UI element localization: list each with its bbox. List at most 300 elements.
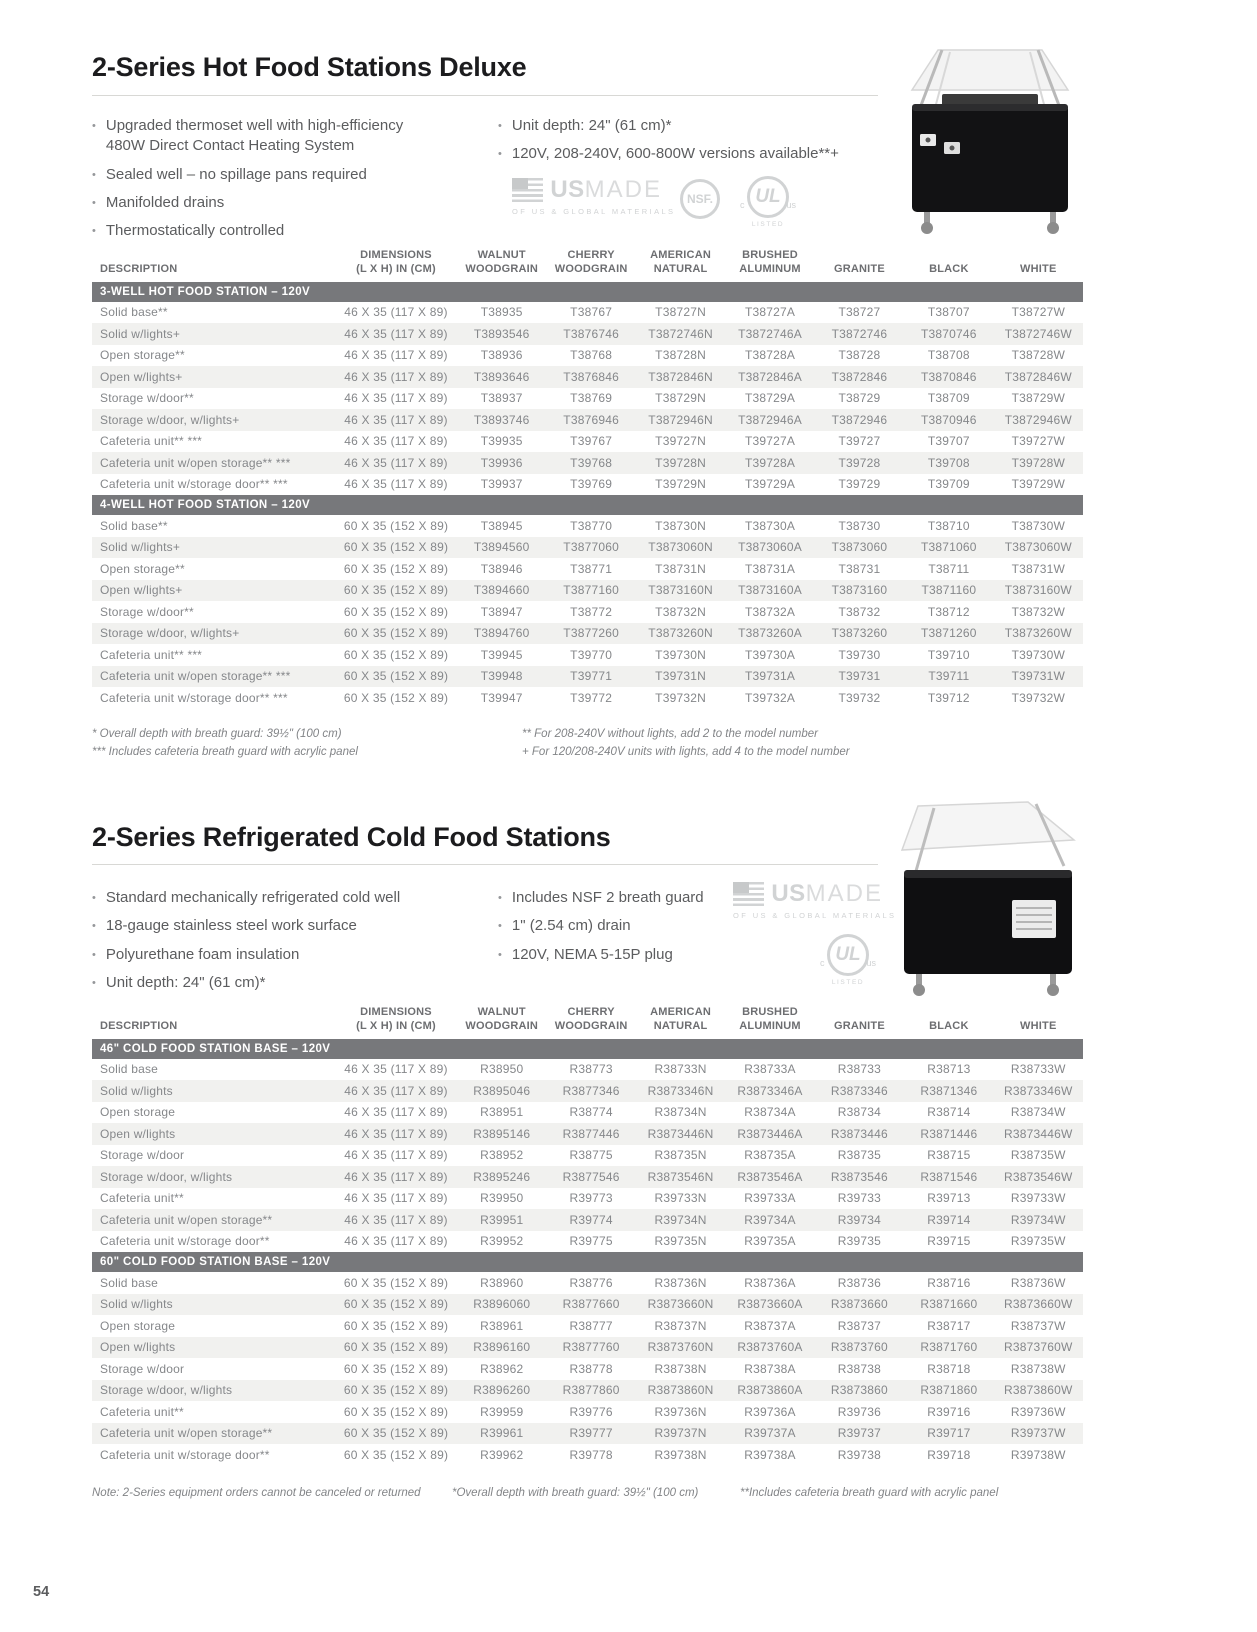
us-flag-icon (512, 178, 543, 203)
model-number: R38961 (480, 1318, 524, 1333)
model-number: R39776 (569, 1404, 613, 1419)
model-number: R3871446 (920, 1126, 978, 1141)
table-row (92, 431, 1083, 453)
model-number: R38736W (1010, 1275, 1066, 1290)
table-row (92, 537, 1083, 559)
ul-listed-logo (738, 176, 798, 228)
model-number: R3895246 (473, 1169, 531, 1184)
table-row (92, 1123, 1083, 1145)
model-number: R3896060 (473, 1297, 531, 1312)
model-number: T3871160 (921, 583, 977, 598)
section2-divider (92, 864, 878, 865)
model-number: T39935 (480, 434, 523, 449)
model-number: T3872946A (738, 412, 802, 427)
row-dimensions: 60 X 35 (152 X 89) (343, 1426, 449, 1441)
model-number: T39767 (570, 434, 613, 449)
model-number: T3873060 (831, 540, 888, 555)
model-number: R39961 (480, 1426, 524, 1441)
model-number: R38714 (927, 1105, 971, 1120)
column-header: GRANITE (833, 1020, 885, 1033)
model-number: R39733N (654, 1191, 707, 1206)
model-number: T39731W (1011, 669, 1065, 684)
model-number: T39769 (570, 477, 613, 492)
column-header: DESCRIPTION (100, 263, 178, 276)
model-number: R38737A (744, 1318, 796, 1333)
model-number: T38730A (744, 518, 796, 533)
model-number: R38735N (654, 1148, 707, 1163)
section1-logos (512, 176, 798, 228)
bullet-text: 120V, NEMA 5-15P plug (511, 945, 673, 963)
model-number: T38708 (927, 348, 970, 363)
column-header: CHERRY WOODGRAIN (554, 1006, 628, 1033)
model-number: R38960 (480, 1275, 524, 1290)
bullet-text: Standard mechanically refrigerated cold well (105, 889, 401, 906)
model-number: R3871346 (920, 1083, 978, 1098)
row-dimensions: 46 X 35 (117 X 89) (344, 1105, 448, 1120)
model-number: T38945 (480, 518, 523, 533)
model-number: T39948 (480, 669, 523, 684)
ul-circle-icon: UL (747, 176, 789, 218)
row-dimensions: 60 X 35 (152 X 89) (343, 1361, 449, 1376)
table-row (92, 1145, 1083, 1167)
row-dimensions: 60 X 35 (152 X 89) (343, 604, 449, 619)
table-row (92, 1166, 1083, 1188)
row-description: Storage w/door** (100, 391, 194, 406)
row-description: Open w/lights (100, 1340, 176, 1355)
model-number: T39727 (838, 434, 881, 449)
model-number: T38732 (838, 604, 881, 619)
model-number: T38769 (570, 391, 613, 406)
model-number: R3895146 (473, 1126, 531, 1141)
row-dimensions: 60 X 35 (152 X 89) (343, 1340, 449, 1355)
model-number: R3873760 (830, 1340, 888, 1355)
bullet-text: Upgraded thermoset well with high-efficiency 480W Direct Contact Heating System (105, 117, 404, 155)
bullet-item (498, 945, 738, 965)
model-number: R3873660 (830, 1297, 888, 1312)
model-number: R38736A (744, 1275, 796, 1290)
model-number: R3877660 (562, 1297, 620, 1312)
column-header: WALNUT WOODGRAIN (465, 249, 539, 276)
model-number: R3873546W (1004, 1169, 1073, 1184)
model-number: T38732W (1011, 604, 1065, 619)
model-number: R38718 (927, 1361, 971, 1376)
model-number: T38729W (1011, 391, 1065, 406)
table-row (92, 1080, 1083, 1102)
ul-circle-icon: UL (827, 934, 869, 976)
row-dimensions: 60 X 35 (152 X 89) (343, 1447, 449, 1462)
bullet-item (92, 916, 462, 936)
model-number: R3871660 (920, 1297, 978, 1312)
model-number: T3872946W (1004, 412, 1072, 427)
row-description: Solid base (100, 1062, 159, 1077)
row-description: Cafeteria unit w/open storage** *** (100, 669, 291, 684)
usmade-light-text: MADE (584, 176, 662, 203)
model-number: R39773 (569, 1191, 613, 1206)
row-dimensions: 46 X 35 (117 X 89) (344, 412, 448, 427)
model-number: R39714 (927, 1212, 971, 1227)
model-number: R38735A (744, 1148, 796, 1163)
model-number: R38738 (837, 1361, 882, 1376)
column-header: BLACK (929, 1020, 969, 1033)
model-number: R3873346W (1004, 1083, 1073, 1098)
cold-food-station-illustration (878, 800, 1092, 1000)
model-number: T39732N (655, 690, 706, 705)
row-dimensions: 46 X 35 (117 X 89) (344, 1148, 448, 1163)
row-dimensions: 60 X 35 (152 X 89) (343, 669, 449, 684)
model-number: T3872846W (1004, 369, 1072, 384)
model-number: T3873260 (831, 626, 888, 641)
row-dimensions: 46 X 35 (117 X 89) (344, 434, 448, 449)
model-number: R3873346A (737, 1083, 803, 1098)
model-number: T3873160A (738, 583, 802, 598)
table-row (92, 1444, 1083, 1466)
model-number: R38777 (569, 1318, 613, 1333)
row-dimensions: 60 X 35 (152 X 89) (343, 1318, 449, 1333)
table-row (92, 1294, 1083, 1316)
model-number: R39737A (744, 1426, 796, 1441)
row-dimensions: 60 X 35 (152 X 89) (343, 518, 449, 533)
model-number: T39727W (1011, 434, 1065, 449)
hot-food-station-image (890, 38, 1090, 243)
model-number: R3877546 (562, 1169, 620, 1184)
row-dimensions: 46 X 35 (117 X 89) (344, 1062, 448, 1077)
model-number: T3873260N (648, 626, 713, 641)
model-number: R39735N (654, 1234, 707, 1249)
model-number: R38950 (480, 1062, 524, 1077)
model-number: R3877860 (562, 1383, 620, 1398)
bullet-dot-icon: • (92, 920, 96, 933)
table-row (92, 601, 1083, 623)
section2-bullets-right (498, 888, 738, 973)
model-number: R3877760 (562, 1340, 620, 1355)
model-number: R38733 (837, 1062, 882, 1077)
bullet-text: Unit depth: 24" (61 cm)* (511, 117, 672, 134)
model-number: R38778 (569, 1361, 613, 1376)
model-number: R38734A (744, 1105, 796, 1120)
column-header: DIMENSIONS (L X H) IN (CM) (356, 249, 436, 276)
section1-bullets-right (498, 116, 888, 173)
model-number: R39962 (480, 1447, 524, 1462)
model-number: T3893646 (473, 369, 530, 384)
row-dimensions: 60 X 35 (152 X 89) (343, 1275, 449, 1290)
table-header-row (92, 1005, 1083, 1039)
table-row (92, 388, 1083, 410)
table-row (92, 580, 1083, 602)
model-number: T3872746N (648, 326, 713, 341)
model-number: T3873060W (1004, 540, 1072, 555)
model-number: T39771 (570, 669, 613, 684)
model-number: R38951 (480, 1105, 524, 1120)
model-number: T38731W (1011, 561, 1065, 576)
bullet-item (498, 116, 888, 136)
model-number: R38735W (1010, 1148, 1066, 1163)
model-number: T38772 (570, 604, 613, 619)
model-number: T3873160N (648, 583, 713, 598)
row-description: Solid w/lights (100, 1083, 173, 1098)
row-description: Cafeteria unit** *** (100, 434, 203, 449)
column-header: BRUSHED ALUMINUM (739, 1006, 801, 1033)
row-description: Open storage (100, 1105, 176, 1120)
model-number: R38952 (480, 1148, 524, 1163)
row-description: Cafeteria unit** (100, 1404, 184, 1419)
model-number: R39738A (744, 1447, 796, 1462)
table-row (92, 1102, 1083, 1124)
row-description: Storage w/door, w/lights+ (100, 626, 240, 641)
bullet-dot-icon: • (498, 920, 502, 933)
model-number: R3873660N (647, 1297, 714, 1312)
model-number: R39736 (837, 1404, 882, 1419)
table-row (92, 323, 1083, 345)
model-number: T39729 (838, 477, 881, 492)
row-dimensions: 46 X 35 (117 X 89) (344, 455, 448, 470)
model-number: T3894760 (473, 626, 530, 641)
model-number: T38728N (655, 348, 706, 363)
model-number: R39774 (569, 1212, 613, 1227)
bullet-text: Includes NSF 2 breath guard (511, 889, 704, 906)
table-group-header: 60" COLD FOOD STATION BASE – 120V (92, 1252, 1083, 1272)
table-row (92, 1337, 1083, 1359)
bullet-item (498, 888, 738, 908)
table-row (92, 1059, 1083, 1081)
model-number: T39772 (570, 690, 613, 705)
model-number: T38727N (655, 305, 706, 320)
bullet-dot-icon: • (498, 948, 502, 961)
model-number: R38736N (654, 1275, 707, 1290)
row-dimensions: 46 X 35 (117 X 89) (344, 1169, 448, 1184)
section2-usmade-logo (733, 880, 897, 920)
model-number: T38710 (927, 518, 970, 533)
model-number: T3893546 (473, 326, 530, 341)
model-number: T39709 (927, 477, 970, 492)
model-number: T39728A (744, 455, 796, 470)
bullet-dot-icon: • (498, 892, 502, 904)
table-header-row (92, 248, 1083, 282)
model-number: T3876846 (563, 369, 619, 384)
ul-listed-text: LISTED (751, 221, 785, 228)
table-row (92, 623, 1083, 645)
model-number: R3873660A (737, 1297, 803, 1312)
model-number: T39729W (1011, 477, 1065, 492)
model-number: T39732W (1011, 690, 1065, 705)
model-number: T3873160W (1004, 583, 1072, 598)
model-number: R3896160 (473, 1340, 531, 1355)
model-number: R38738N (654, 1361, 707, 1376)
footnote-line: * Overall depth with breath guard: 39½" (100 cm) (92, 728, 342, 740)
bullet-dot-icon: • (92, 168, 96, 181)
model-number: R38713 (927, 1062, 971, 1077)
model-number: T38728A (744, 348, 796, 363)
model-number: T38731N (655, 561, 706, 576)
row-dimensions: 60 X 35 (152 X 89) (343, 1383, 449, 1398)
model-number: T38711 (928, 561, 970, 576)
row-description: Storage w/door, w/lights (100, 1169, 233, 1184)
model-number: R3873760N (647, 1340, 714, 1355)
model-number: R39735A (744, 1234, 796, 1249)
model-number: R38717 (927, 1318, 971, 1333)
table-row (92, 1315, 1083, 1337)
model-number: R39717 (927, 1426, 971, 1441)
model-number: R3873760A (737, 1340, 803, 1355)
bullet-text: 120V, 208-240V, 600-800W versions available**+ (511, 145, 839, 163)
model-number: T3871060 (921, 540, 977, 555)
model-number: T38947 (480, 604, 523, 619)
model-number: R39736W (1010, 1404, 1066, 1419)
model-number: R38734N (654, 1105, 707, 1120)
section2-title: 2-Series Refrigerated Cold Food Stations (92, 822, 611, 852)
model-number: T38732N (655, 604, 706, 619)
row-dimensions: 46 X 35 (117 X 89) (344, 1191, 448, 1206)
model-number: T38728 (838, 348, 881, 363)
row-description: Cafeteria unit w/storage door** *** (100, 690, 288, 705)
model-number: T38732A (744, 604, 796, 619)
column-header: WALNUT WOODGRAIN (465, 1006, 539, 1033)
bullet-item (92, 165, 444, 185)
model-number: T39730 (838, 647, 881, 662)
row-dimensions: 60 X 35 (152 X 89) (343, 647, 449, 662)
table-row (92, 409, 1083, 431)
model-number: T38727A (744, 305, 796, 320)
model-number: T38729N (655, 391, 706, 406)
model-number: T38727W (1011, 305, 1065, 320)
model-number: R39778 (569, 1447, 613, 1462)
model-number: T38768 (570, 348, 613, 363)
model-number: R39735W (1010, 1234, 1066, 1249)
model-number: T39729A (744, 477, 796, 492)
model-number: T3876746 (563, 326, 619, 341)
model-number: R39733A (744, 1191, 796, 1206)
row-dimensions: 46 X 35 (117 X 89) (344, 1234, 448, 1249)
row-description: Solid base** (100, 305, 168, 320)
table-row (92, 644, 1083, 666)
model-number: R3873860W (1004, 1383, 1073, 1398)
model-number: T39731N (655, 669, 706, 684)
bullet-item (498, 144, 888, 164)
row-description: Solid base** (100, 518, 168, 533)
nsf-logo: NSF. (680, 179, 720, 219)
usmade-bold-text: US (550, 176, 585, 203)
section1-title: 2-Series Hot Food Stations Deluxe (92, 52, 527, 82)
model-number: T39732 (838, 690, 881, 705)
model-number: T39728W (1011, 455, 1065, 470)
row-description: Solid base (100, 1275, 159, 1290)
model-number: R3873860A (737, 1383, 803, 1398)
row-description: Open storage (100, 1318, 176, 1333)
section2-bullets-left (92, 888, 462, 1001)
model-number: R39959 (480, 1404, 524, 1419)
column-header: AMERICAN NATURAL (650, 1006, 711, 1033)
model-number: R39775 (569, 1234, 613, 1249)
column-header: WHITE (1020, 1020, 1057, 1033)
table-group-header: 46" COLD FOOD STATION BASE – 120V (92, 1039, 1083, 1059)
model-number: T38709 (927, 391, 970, 406)
table-row (92, 1188, 1083, 1210)
model-number: T38731A (744, 561, 796, 576)
model-number: R38734W (1010, 1105, 1066, 1120)
model-number: T39712 (927, 690, 970, 705)
bullet-dot-icon: • (92, 892, 96, 904)
model-number: R38774 (569, 1105, 613, 1120)
bullet-item (92, 221, 444, 241)
bullet-text: Polyurethane foam insulation (105, 945, 300, 963)
row-dimensions: 46 X 35 (117 X 89) (344, 391, 448, 406)
model-number: R38733N (654, 1062, 707, 1077)
model-number: R3873860N (647, 1383, 714, 1398)
model-number: T3872946N (648, 412, 713, 427)
model-number: T39770 (570, 647, 613, 662)
bullet-text: 18-gauge stainless steel work surface (105, 917, 357, 935)
model-number: R3877446 (562, 1126, 620, 1141)
model-number: R39737N (654, 1426, 707, 1441)
model-number: T3873260A (738, 626, 802, 641)
model-number: R39718 (927, 1447, 971, 1462)
model-number: R38716 (927, 1275, 971, 1290)
model-number: T39947 (480, 690, 523, 705)
row-dimensions: 46 X 35 (117 X 89) (344, 326, 448, 341)
model-number: T3877160 (563, 583, 619, 598)
model-number: R38733W (1010, 1062, 1066, 1077)
model-number: R39713 (927, 1191, 971, 1206)
column-header: BRUSHED ALUMINUM (739, 249, 801, 276)
model-number: T3873260W (1004, 626, 1072, 641)
row-dimensions: 60 X 35 (152 X 89) (343, 690, 449, 705)
model-number: T38727 (838, 305, 881, 320)
model-number: T3872846A (738, 369, 802, 384)
table-row (92, 366, 1083, 388)
model-number: R3895046 (473, 1083, 531, 1098)
model-number: T3872946 (831, 412, 888, 427)
bullet-item (92, 973, 462, 993)
model-number: T38946 (480, 561, 523, 576)
model-number: R3873860 (830, 1383, 888, 1398)
section1-footnotes-left (92, 726, 358, 762)
model-number: R39734N (654, 1212, 707, 1227)
us-made-logo (512, 176, 676, 216)
model-number: T38730N (655, 518, 706, 533)
bullet-text: 1" (2.54 cm) drain (511, 917, 631, 935)
model-number: R3871546 (920, 1169, 978, 1184)
table-row (92, 345, 1083, 367)
column-header: CHERRY WOODGRAIN (554, 249, 628, 276)
row-description: Cafeteria unit w/storage door** (100, 1234, 270, 1249)
model-number: R38775 (569, 1148, 613, 1163)
model-number: T39732A (744, 690, 796, 705)
footnote-line: *** Includes cafeteria breath guard with acrylic panel (92, 745, 358, 758)
model-number: T3870746 (921, 326, 977, 341)
row-dimensions: 60 X 35 (152 X 89) (343, 540, 449, 555)
row-description: Cafeteria unit w/open storage** (100, 1426, 273, 1441)
table-row (92, 474, 1083, 496)
model-number: T38770 (570, 518, 613, 533)
bullet-item (92, 116, 444, 157)
model-number: T3877060 (563, 540, 619, 555)
model-number: R39716 (927, 1404, 971, 1419)
model-number: T3871260 (921, 626, 977, 641)
row-description: Storage w/door (100, 1361, 185, 1376)
column-header: WHITE (1020, 263, 1057, 276)
bullet-item (92, 193, 444, 213)
bullet-item (498, 916, 738, 936)
model-number: T3873160 (831, 583, 888, 598)
row-dimensions: 60 X 35 (152 X 89) (343, 1404, 449, 1419)
bullet-dot-icon: • (498, 148, 502, 161)
model-number: R3877346 (562, 1083, 620, 1098)
row-description: Open storage** (100, 561, 185, 576)
model-number: T38729A (744, 391, 796, 406)
model-number: R39737W (1010, 1426, 1066, 1441)
model-number: R3873346 (830, 1083, 888, 1098)
model-number: R38715 (927, 1148, 971, 1163)
model-number: T39707 (927, 434, 970, 449)
